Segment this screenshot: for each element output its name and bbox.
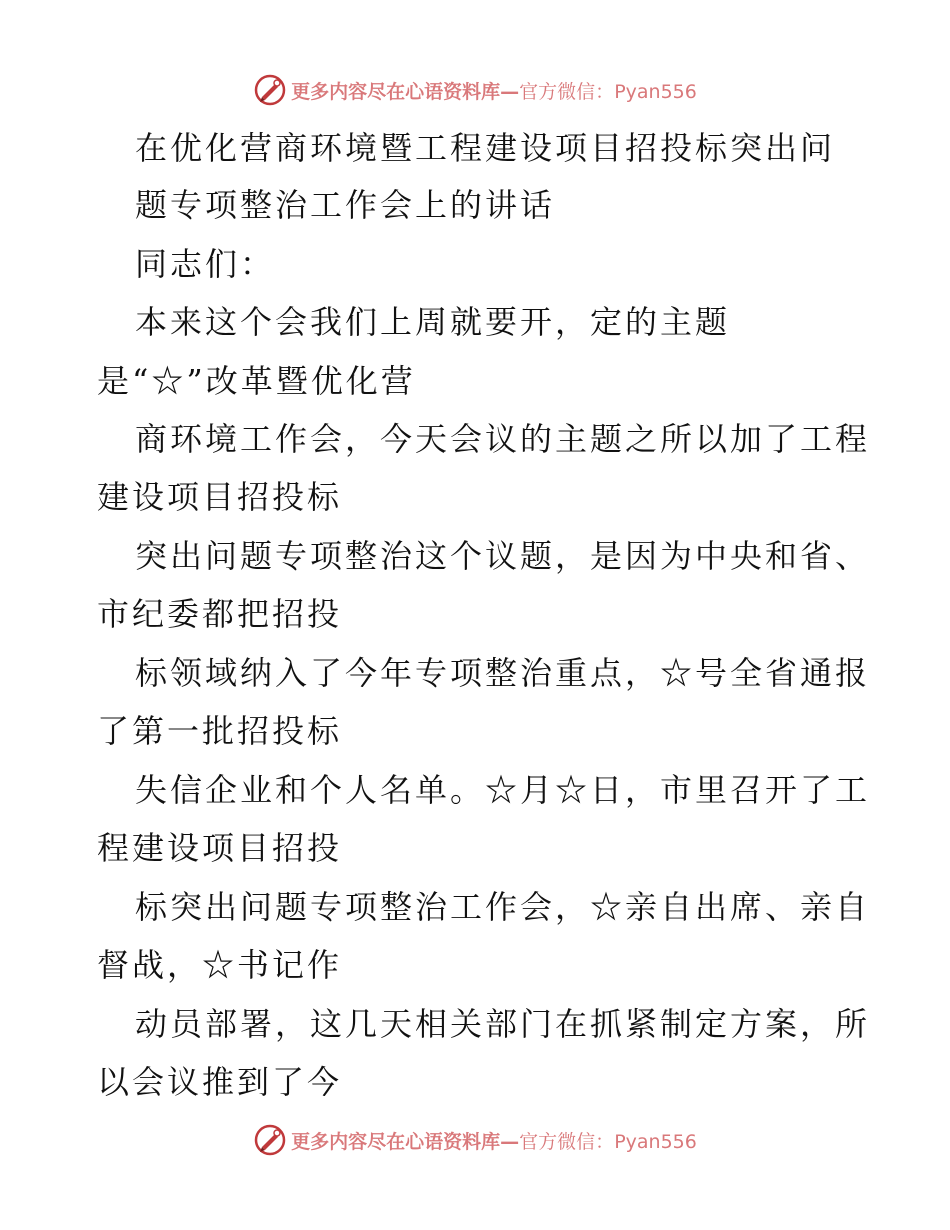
paragraph-line: 了第一批招投标 [97,712,343,750]
banner-text [291,1127,697,1154]
paragraph-line: 督战，☆书记作 [97,946,343,984]
paragraph-line: 突出问题专项整治这个议题，是因为中央和省、 [135,537,871,575]
paragraph-line: 建设项目招投标 [97,478,343,516]
header-banner [0,70,950,110]
paragraph-line: 程建设项目招投 [97,829,343,867]
banner-wechat-id: Pyan556 [614,80,697,103]
banner-site-name: 更多内容尽在心语资料库 [291,80,501,103]
banner-site-name: 更多内容尽在心语资料库 [291,1130,501,1153]
pen-logo-icon [253,73,287,107]
banner-wechat-label: 官方微信： [519,80,615,103]
banner-text [291,77,697,104]
pen-logo-icon [253,1123,287,1157]
paragraph-line: 以会议推到了今 [97,1063,343,1101]
paragraph-line: 动员部署，这几天相关部门在抓紧制定方案，所 [135,1005,871,1043]
salutation: 同志们： [135,245,276,283]
paragraph-line: 商环境工作会，今天会议的主题之所以加了工程 [135,420,871,458]
banner-wechat-label: 官方微信： [519,1130,615,1153]
paragraph-line: 失信企业和个人名单。☆月☆日，市里召开了工 [135,771,871,809]
title-line-2: 题专项整治工作会上的讲话 [135,186,556,224]
footer-banner [0,1120,950,1160]
banner-wechat-id: Pyan556 [614,1130,697,1153]
paragraph-line: 标领域纳入了今年专项整治重点，☆号全省通报 [135,654,871,692]
banner-dash: — [500,1130,520,1153]
title-line-1: 在优化营商环境暨工程建设项目招投标突出问 [135,129,836,167]
paragraph-line: 标突出问题专项整治工作会，☆亲自出席、亲自 [135,888,871,926]
paragraph-line: 市纪委都把招投 [97,595,343,633]
paragraph-line: 本来这个会我们上周就要开，定的主题 [135,303,731,341]
paragraph-line: 是“☆”改革暨优化营 [97,362,416,400]
banner-dash: — [500,80,520,103]
